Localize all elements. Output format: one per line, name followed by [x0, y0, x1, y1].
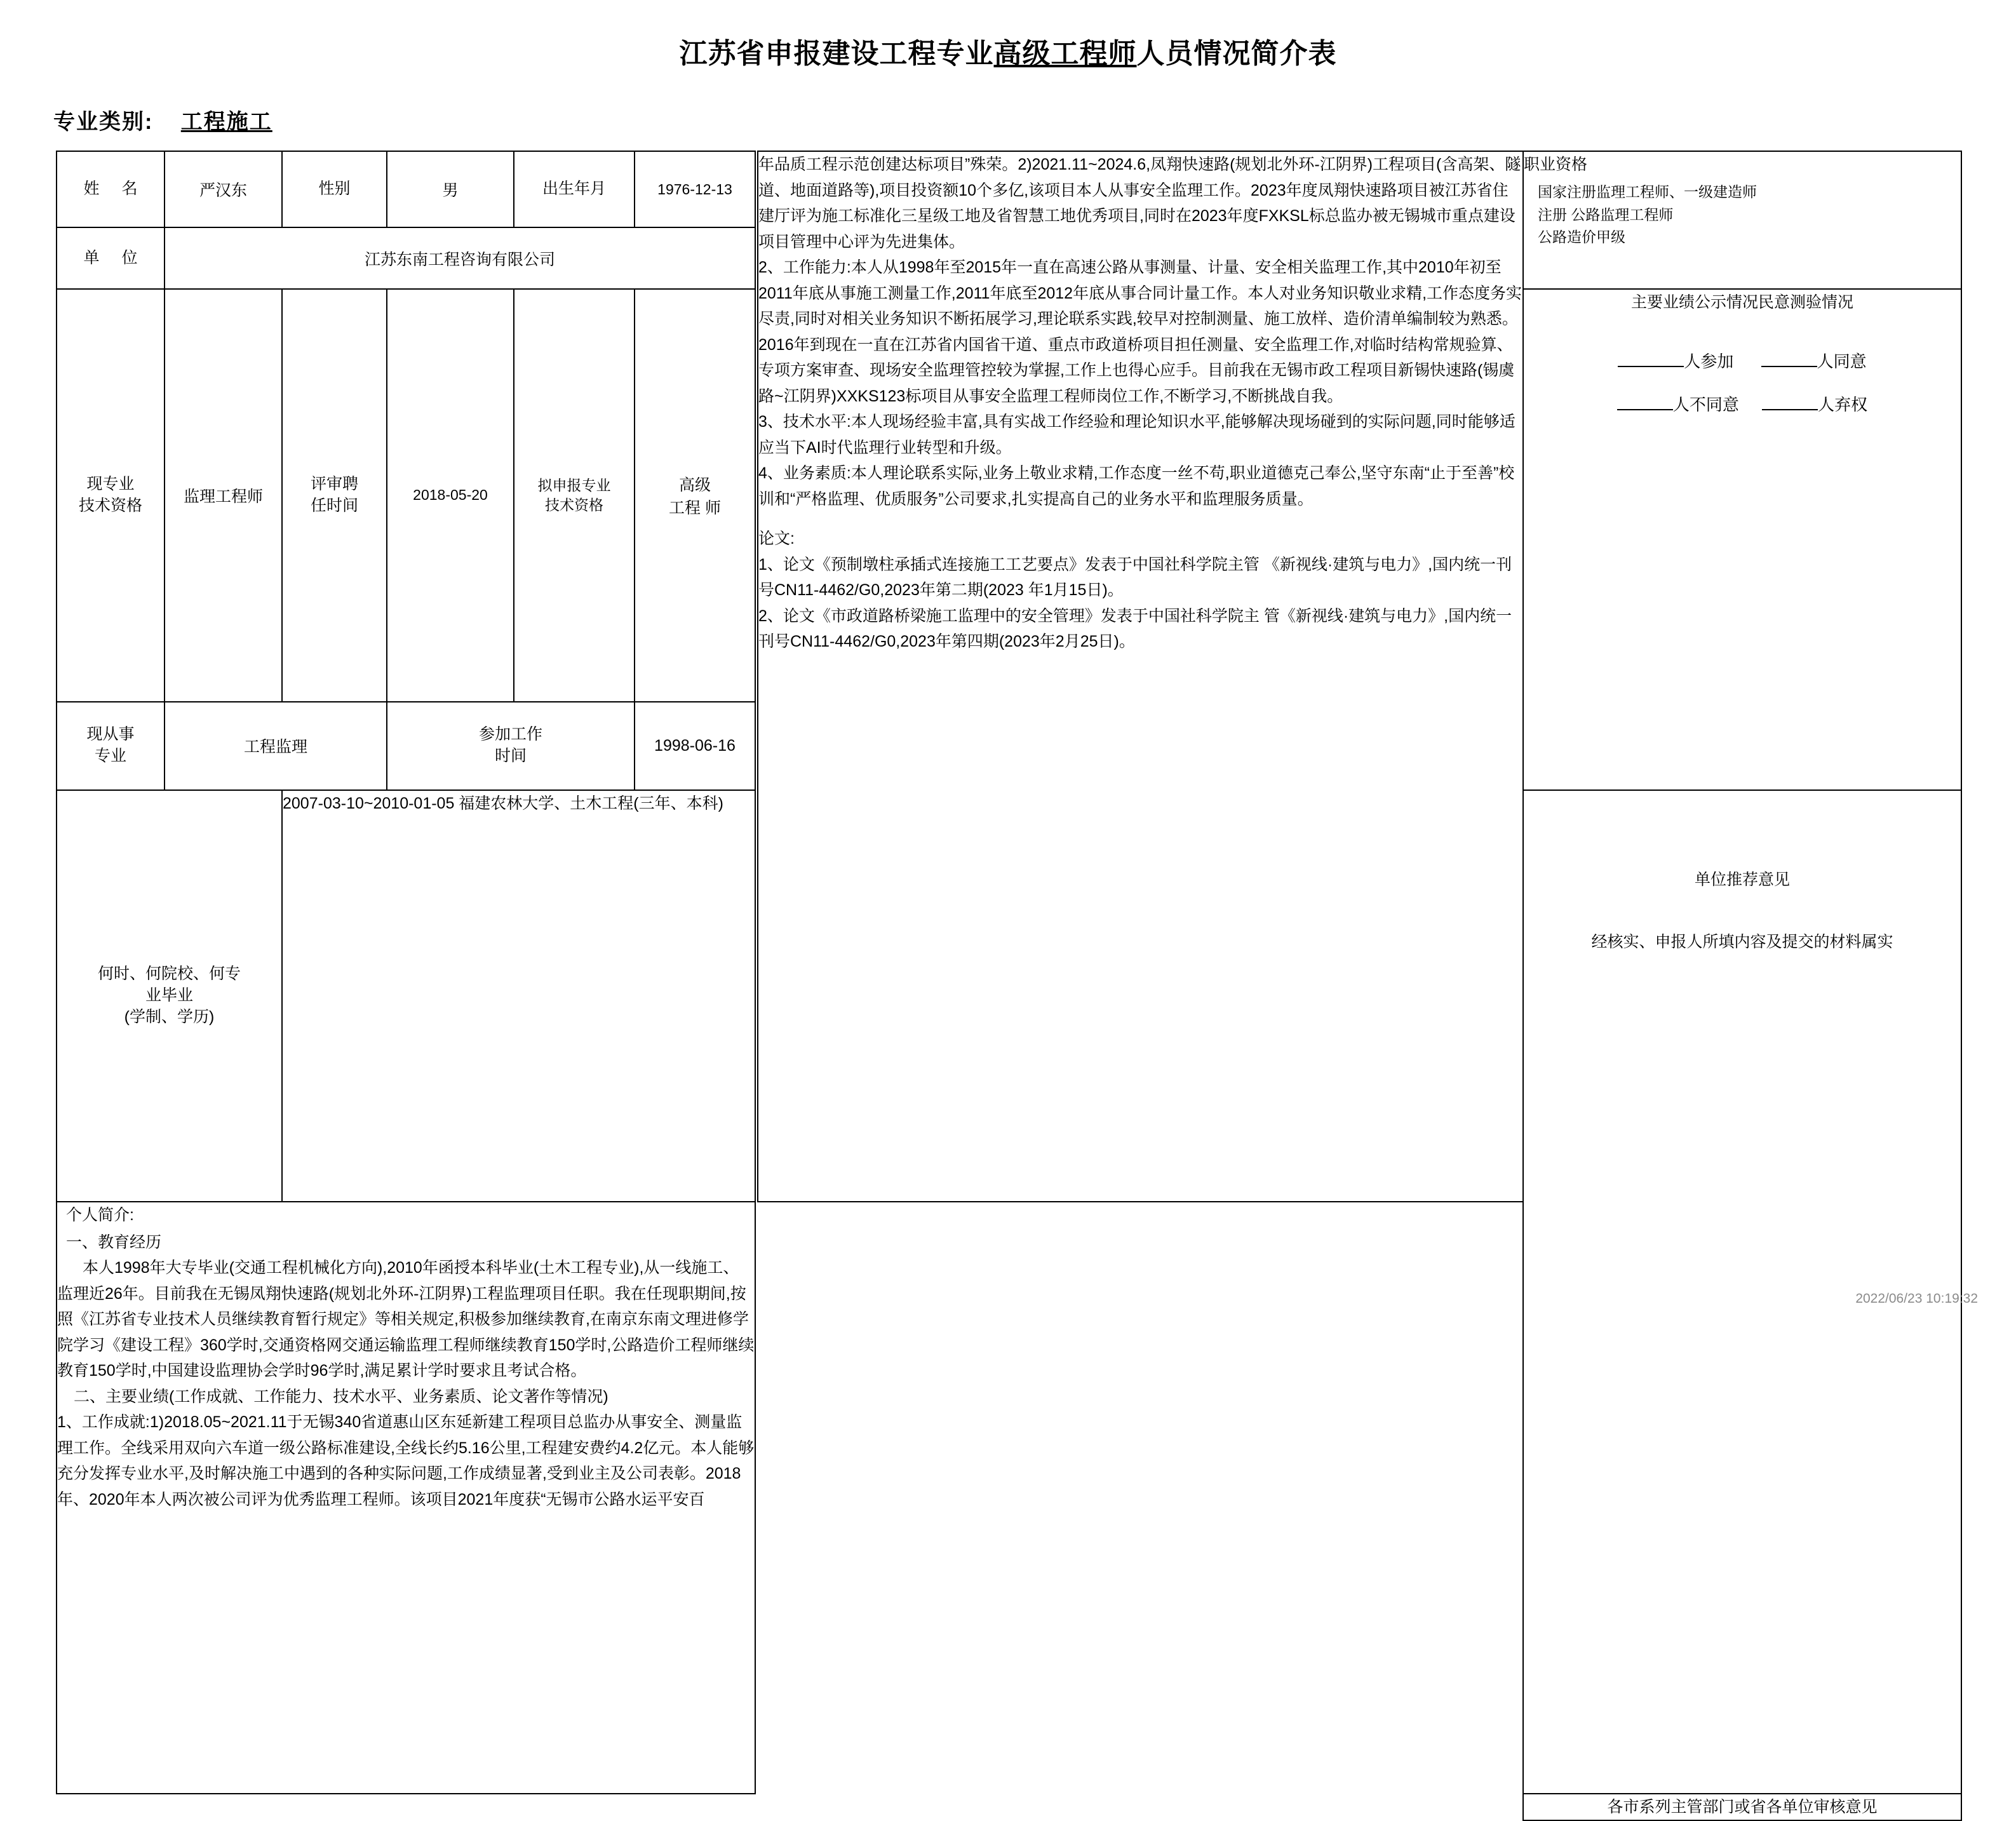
review-date-label	[282, 289, 387, 702]
work-start-value: 1998-06-16	[635, 702, 755, 790]
profile-section1-title: 一、教育经历	[66, 1233, 162, 1251]
work-start-label-line2: 时间	[494, 747, 527, 765]
apply-title-label-line2: 技术资格	[545, 496, 603, 513]
timestamp: 2022/06/23 10:19:32	[1855, 1291, 1978, 1306]
paper-entry-2: 2、论文《市政道路桥梁施工监理中的安全管理》发表于中国社科学院主 管《新视线·建筑与电力》,国内统一刊号CN11-4462/G0,2023年第四期(2023年2月25日)。	[758, 607, 1512, 650]
apply-title-value-line2: 工程 师	[669, 499, 721, 517]
education-value: 2007-03-10~2010-01-05 福建农林大学、土木工程(三年、本科)	[282, 790, 755, 1202]
name-value: 严汉东	[165, 151, 282, 227]
vote-blank	[1762, 409, 1818, 410]
table-row	[57, 1794, 1961, 1820]
current-major-label-line1: 现从事	[86, 725, 135, 744]
vote-line-1	[1524, 340, 1961, 384]
review-date-label-line1: 评审聘	[310, 475, 358, 494]
review-date-value: 2018-05-20	[387, 289, 514, 702]
page-title-prefix: 江苏省申报建设工程专业	[679, 38, 994, 69]
unit-value: 江苏东南工程咨询有限公司	[165, 227, 755, 289]
qualification-item: 公路造价甲级	[1538, 229, 1625, 246]
page-title	[0, 30, 2016, 71]
education-label	[57, 790, 282, 1202]
page-title-suffix: 人员情况简介表	[1136, 38, 1337, 69]
current-title-label-line1: 现专业	[86, 475, 135, 494]
birth-label: 出生年月	[514, 151, 635, 227]
vote-agree-label: 人同意	[1817, 352, 1867, 371]
unit-label: 单 位	[57, 227, 165, 289]
info-table	[56, 151, 1962, 1821]
gender-label: 性别	[282, 151, 387, 227]
work-start-label	[387, 702, 635, 790]
table-row	[57, 151, 1961, 227]
current-title-label-line2: 技术资格	[78, 496, 142, 514]
vote-blank	[1618, 366, 1684, 367]
page-title-underlined: 高级工程师	[993, 38, 1137, 69]
current-title-label	[57, 289, 165, 702]
mid-paragraph-1: 年品质工程示范创建达标项目”殊荣。2)2021.11~2024.6,凤翔快速路(规划北外环-江阴界)工程项目(含高架、隧道、地面道路等),项目投资额10个多亿,该项目本人从事安全监理工作。2023年度凤翔快速路项目被江苏省住建厅评为施工标准化三星级工地及省智慧工地优秀项目,同时在2023年度FXKSL标总监办被无锡城市重点建设项目管理中心评为先进集体。	[758, 156, 1521, 251]
apply-title-value	[635, 289, 755, 702]
document-page	[0, 30, 2016, 1816]
recommendation-text: 经核实、申报人所填内容及提交的材料属实	[1591, 932, 1893, 951]
mid-paragraph-3: 3、技术水平:本人现场经验丰富,具有实战工作经验和理论知识水平,能够解决现场碰到的实际问题,同时能够适应当下AI时代监理行业转型和升级。	[758, 413, 1515, 457]
paper-heading: 论文:	[758, 530, 795, 548]
category-label: 专业类别:	[53, 110, 154, 134]
audit-cell	[1523, 1794, 1961, 1820]
vote-disagree-label: 人不同意	[1672, 394, 1739, 414]
education-label-line1: 何时、何院校、何专	[97, 965, 241, 983]
category-row	[53, 104, 2016, 135]
audit-text: 各市系列主管部门或省各单位审核意见	[1607, 1798, 1878, 1816]
mid-paragraph-4: 4、业务素质:本人理论联系实际,业务上敬业求精,工作态度一丝不苟,职业道德克己奉公,坚守东南“止于至善”校训和“严格监理、优质服务”公司要求,扎实提高自己的业务水平和监理服务质量。	[758, 464, 1515, 508]
birth-value: 1976-12-13	[635, 151, 755, 227]
work-start-label-line1: 参加工作	[478, 725, 542, 744]
gender-value: 男	[387, 151, 514, 227]
vote-line-2	[1524, 384, 1961, 427]
education-label-line3: (学制、学历)	[124, 1007, 215, 1026]
public-opinion-cell	[1523, 289, 1961, 790]
profile-section2-text: 1、工作成就:1)2018.05~2021.11于无锡340省道惠山区东延新建工程项目总监办从事安全、测量监理工作。全线采用双向六车道一级公路标准建设,全线长约5.16公里,工程建安费约4.2亿元。本人能够充分发挥专业水平,及时解决施工中遇到的各种实际问题,工作成绩显著,受到业主及公司表彰。2018年、2020年本人两次被公司评为优秀监理工程师。该项目2021年度获“无锡市公路水运平安百	[57, 1413, 755, 1509]
vote-blank	[1617, 409, 1673, 410]
public-opinion-title: 主要业绩公示情况民意测验情况	[1630, 293, 1853, 311]
apply-title-value-line1: 高级	[678, 476, 711, 494]
education-label-line2: 业毕业	[145, 986, 193, 1004]
current-major-label	[57, 702, 165, 790]
qualification-title: 职业资格	[1524, 156, 1588, 173]
qualification-cell	[1523, 151, 1961, 289]
mid-paragraph-2: 2、工作能力:本人从1998年至2015年一直在高速公路从事测量、计量、安全相关监理工作,其中2010年初至2011年底从事施工测量工作,2011年底至2012年底从事合同计量工作。本人对业务知识敬业求精,工作态度务实尽责,同时对相关业务知识不断拓展学习,理论联系实践,较早对控制测量、施工放样、造价清单编制较为熟悉。2016年到现在一直在江苏省内国省干道、重点市政道桥项目担任测量、安全监理工作,对临时结构常规验算、专项方案审查、现场安全监理管控较为掌握,工作上也得心应手。目前我在无锡市政工程项目新锡快速路(锡虞路~江阴界)XXKS123标项目从事安全监理工程师岗位工作,不断学习,不断挑战自我。	[758, 259, 1522, 405]
paper-entry-1: 1、论文《预制墩柱承插式连接施工工艺要点》发表于中国社科学院主管 《新视线·建筑与电力》,国内统一刊号CN11-4462/G0,2023年第二期(2023 年1月15日)。	[758, 555, 1512, 599]
qualification-item: 国家注册监理工程师、一级建造师	[1538, 184, 1757, 200]
profile-section2-title: 二、主要业绩(工作成就、工作能力、技术水平、业务素质、论文著作等情况)	[74, 1387, 608, 1406]
recommendation-title: 单位推荐意见	[1694, 870, 1790, 889]
vote-blank	[1761, 366, 1817, 367]
current-title-value: 监理工程师	[165, 289, 282, 702]
review-date-label-line2: 任时间	[310, 496, 358, 514]
profile-heading: 个人简介:	[66, 1206, 134, 1224]
category-value: 工程施工	[180, 110, 272, 134]
vote-abstain-label: 人弃权	[1818, 394, 1868, 414]
apply-title-label-line1: 拟申报专业	[537, 476, 611, 494]
apply-title-label	[514, 289, 635, 702]
qualification-item: 注册 公路监理工程师	[1538, 206, 1674, 223]
name-label: 姓 名	[57, 151, 165, 227]
vote-participants-label: 人参加	[1684, 352, 1734, 371]
current-major-label-line2: 专业	[94, 747, 126, 765]
middle-narrative-cell	[758, 151, 1523, 1202]
current-major-value: 工程监理	[165, 702, 387, 790]
profile-section1-text: 本人1998年大专毕业(交通工程机械化方向),2010年函授本科毕业(土木工程专业),从一线施工、监理近26年。目前我在无锡凤翔快速路(规划北外环-江阴界)工程监理项目任职。我在任现职期间,按照《江苏省专业技术人员继续教育暂行规定》等相关规定,积极参加继续教育,在南京东南文理进修学院学习《建设工程》360学时,交通资格网交通运输监理工程师继续教育150学时,公路造价工程师继续教育150学时,中国建设监理协会学时96学时,满足累计学时要求且考试合格。	[57, 1259, 755, 1380]
personal-profile-cell	[57, 1202, 755, 1794]
